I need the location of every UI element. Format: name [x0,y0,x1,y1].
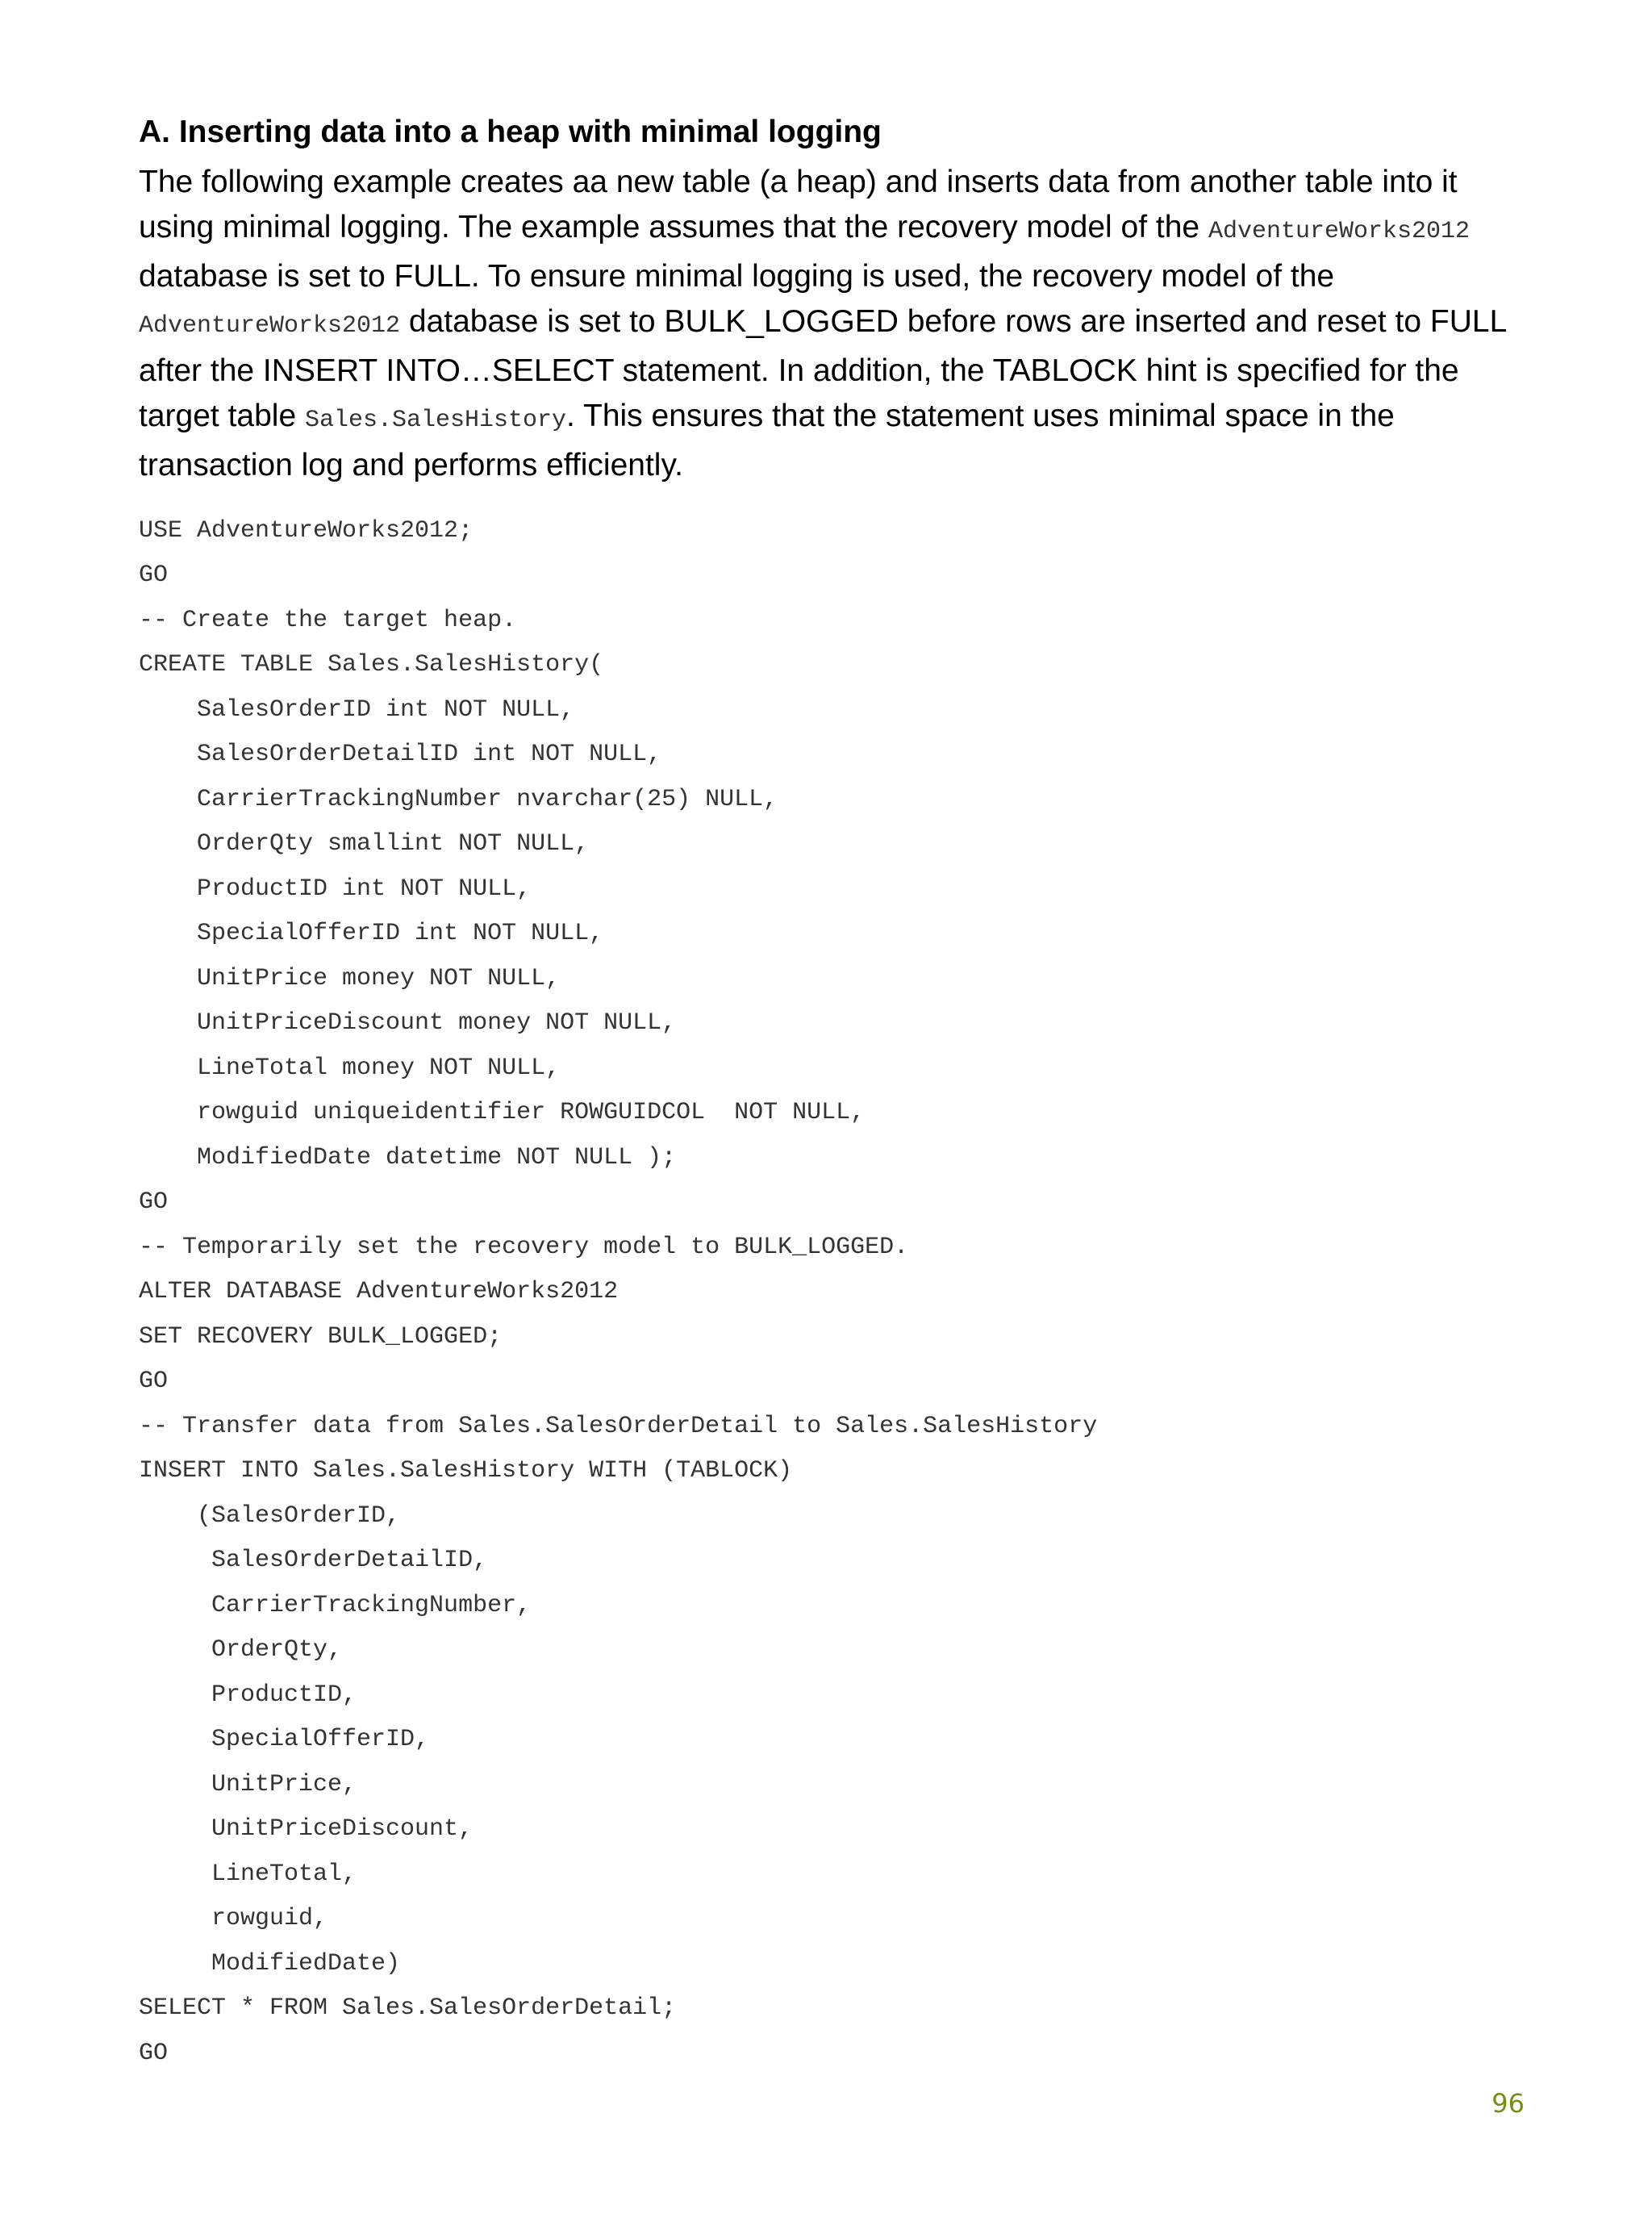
paragraph-text-1: The following example creates aa new table (a heap) and inserts data from another table into it using minimal logging. The example assumes that the recovery model of the [139,165,1458,244]
code-line: LineTotal money NOT NULL, [139,1054,561,1082]
code-line: SalesOrderDetailID, [139,1547,488,1574]
code-line: UnitPriceDiscount money NOT NULL, [139,1009,677,1037]
code-block [139,509,1526,2077]
paragraph-text-3: database is set to BULK_LOGGED before rows are inserted and reset to FULL after the INSERT INTO…SELECT statement. In addition, the TABLOCK hint is specified for the target table [139,303,1506,433]
document-page [139,110,1526,2076]
inline-code-database-name: AdventureWorks2012 [1208,217,1471,245]
code-line: SELECT * FROM Sales.SalesOrderDetail; [139,1994,677,2022]
paragraph-text-2: database is set to FULL. To ensure minimal logging is used, the recovery model of the [139,259,1335,294]
code-line: OrderQty, [139,1636,343,1664]
code-line: rowguid uniqueidentifier ROWGUIDCOL NOT NULL, [139,1099,866,1126]
inline-code-database-name: AdventureWorks2012 [139,311,401,340]
code-line: ModifiedDate datetime NOT NULL ); [139,1143,677,1171]
paragraph-text-4: . This ensures that the statement uses minimal space in the transaction log and performs efficiently. [139,398,1395,482]
code-line: UnitPrice money NOT NULL, [139,964,561,992]
code-line: SET RECOVERY BULK_LOGGED; [139,1322,503,1351]
code-line: (SalesOrderID, [139,1501,401,1530]
code-line: ModifiedDate) [139,1949,401,1978]
section-heading: A. Inserting data into a heap with minimal logging [139,115,882,149]
code-line: INSERT INTO Sales.SalesHistory WITH (TABLOCK) [139,1457,793,1485]
description-paragraph [139,160,1526,488]
inline-code-table-name: Sales.SalesHistory [304,406,567,434]
code-line: SpecialOfferID int NOT NULL, [139,920,604,947]
code-line: -- Temporarily set the recovery model to BULK_LOGGED. [139,1233,909,1261]
code-line: -- Transfer data from Sales.SalesOrderDetail to Sales.SalesHistory [139,1412,1098,1440]
code-line: SalesOrderID int NOT NULL, [139,695,575,724]
code-line: USE AdventureWorks2012; [139,516,473,545]
code-line: SpecialOfferID, [139,1726,430,1753]
code-line: GO [139,562,169,589]
code-line: CarrierTrackingNumber, [139,1591,532,1619]
code-line: rowguid, [139,1905,328,1932]
code-line: LineTotal, [139,1860,357,1888]
code-line: -- Create the target heap. [139,606,517,634]
code-line: ProductID int NOT NULL, [139,875,532,903]
code-line: GO [139,1368,169,1395]
code-line: GO [139,2039,169,2067]
code-line: UnitPriceDiscount, [139,1815,473,1843]
code-line: SalesOrderDetailID int NOT NULL, [139,741,662,768]
code-line: CREATE TABLE Sales.SalesHistory( [139,651,604,679]
code-line: OrderQty smallint NOT NULL, [139,830,590,858]
code-line: GO [139,1188,169,1216]
code-line: ALTER DATABASE AdventureWorks2012 [139,1278,619,1305]
code-line: UnitPrice, [139,1770,357,1798]
code-line: CarrierTrackingNumber nvarchar(25) NULL, [139,785,778,813]
page-number: 96 [1491,2088,1525,2119]
code-line: ProductID, [139,1681,357,1709]
